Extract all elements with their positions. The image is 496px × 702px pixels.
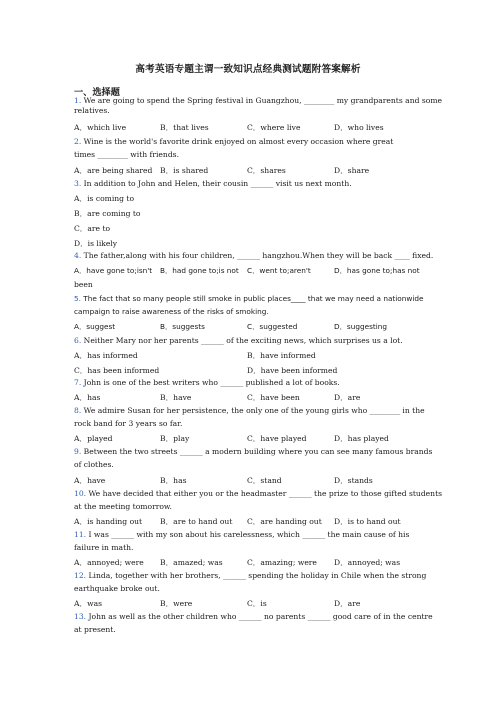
question-number: 6. xyxy=(74,336,82,345)
question-number: 13. xyxy=(74,612,87,621)
question-text-cont: times ________ with friends. xyxy=(74,150,179,159)
question-number: 3. xyxy=(74,179,82,188)
question-4 xyxy=(74,251,433,261)
option-b: B．play xyxy=(160,434,190,443)
option-b: B．suggests xyxy=(160,322,205,331)
question-8 xyxy=(74,406,425,416)
question-number: 9. xyxy=(74,447,82,456)
question-text-cont: failure in math. xyxy=(74,543,134,552)
option-d: D．stands xyxy=(334,476,373,485)
option-d: D．share xyxy=(334,166,370,175)
question-text: We are going to spend the Spring festival in Guangzhou, ________ my grandparents and some xyxy=(83,96,443,105)
option-a: A．was xyxy=(74,599,103,608)
option-a: A．has xyxy=(74,393,101,402)
question-number: 1. xyxy=(74,96,82,105)
question-5 xyxy=(74,294,424,304)
option-b: B．were xyxy=(160,599,193,608)
option-b: B．are to hand out xyxy=(160,517,233,526)
question-3 xyxy=(74,179,352,189)
question-6 xyxy=(74,336,403,346)
option-b: B．had gone to;is not xyxy=(160,266,239,275)
option-a: A．have xyxy=(74,476,106,485)
option-b: B．have informed xyxy=(247,351,316,360)
document-title: 高考英语专题主谓一致知识点经典测试题附答案解析 xyxy=(135,64,361,75)
option-d: D．has played xyxy=(334,434,389,443)
question-number: 8. xyxy=(74,406,82,415)
question-number: 10. xyxy=(74,489,87,498)
option-b: B．is shared xyxy=(160,166,209,175)
option-c: C．have played xyxy=(247,434,307,443)
option-a: A．which live xyxy=(74,123,127,132)
option-d: D．suggesting xyxy=(334,322,388,331)
option-b: B．that lives xyxy=(160,123,209,132)
option-d-cont: been xyxy=(74,280,93,289)
option-b: B．has xyxy=(160,476,187,485)
question-text-cont: earthquake broke out. xyxy=(74,584,160,593)
question-2 xyxy=(74,137,393,147)
question-10 xyxy=(74,489,442,499)
question-text: We admire Susan for her persistence, the only one of the young girls who ________ in the xyxy=(83,406,425,415)
option-c: C．have been xyxy=(247,393,300,402)
question-number: 2. xyxy=(74,137,82,146)
option-d: D．annoyed; was xyxy=(334,558,401,567)
option-d: D．are xyxy=(334,599,361,608)
option-a: A．has informed xyxy=(74,351,138,360)
option-c: C．shares xyxy=(247,166,286,175)
question-text-cont: at present. xyxy=(74,625,116,634)
question-text: We have decided that either you or the headmaster ______ the prize to those gifted students xyxy=(88,489,443,498)
section-heading: 一、选择题 xyxy=(74,87,120,98)
option-a: A．have gone to;isn't xyxy=(74,266,153,275)
question-text: The fact that so many people still smoke in public places____ that we may need a nationwide xyxy=(83,294,424,303)
option-c: C．are handing out xyxy=(247,517,322,526)
question-13 xyxy=(74,612,433,622)
question-text: Neither Mary nor her parents ______ of the exciting news, which surprises us a lot. xyxy=(83,336,403,345)
question-text-cont: campaign to raise awareness of the risks of smoking. xyxy=(74,307,269,316)
question-text: Wine is the world's favorite drink enjoyed on almost every occasion where great xyxy=(83,137,394,146)
question-text: In addition to John and Helen, their cousin ______ visit us next month. xyxy=(83,179,352,188)
question-text: Linda, together with her brothers, ______ spending the holiday in Chile when the strong xyxy=(88,571,427,580)
option-d: D．is likely xyxy=(74,239,118,248)
option-a: A．are being shared xyxy=(74,166,153,175)
question-text: John is one of the best writers who ______ published a lot of books. xyxy=(83,378,340,387)
question-text: The father,along with his four children, ______ hangzhou.When they will be back ____ fixed. xyxy=(83,251,434,260)
option-c: C．stand xyxy=(247,476,282,485)
option-a: A．played xyxy=(74,434,113,443)
option-c: C．are to xyxy=(74,224,111,233)
option-b: B．have xyxy=(160,393,192,402)
option-a: A．suggest xyxy=(74,322,116,331)
option-c: C．has been informed xyxy=(74,366,160,375)
option-a: A．is coming to xyxy=(74,194,135,203)
option-d: D．has gone to;has not xyxy=(334,266,420,275)
question-11 xyxy=(74,530,409,540)
question-number: 11. xyxy=(74,530,87,539)
question-1 xyxy=(74,96,442,106)
question-text-cont: at the meeting tomorrow. xyxy=(74,502,172,511)
option-d: D．have been informed xyxy=(247,366,338,375)
option-d: D．who lives xyxy=(334,123,384,132)
question-text: I was ______ with my son about his carelessness, which ______ the main cause of his xyxy=(88,530,410,539)
option-b: B．amazed; was xyxy=(160,558,223,567)
question-9 xyxy=(74,447,432,457)
question-number: 12. xyxy=(74,571,87,580)
option-c: C．went to;aren't xyxy=(247,266,311,275)
option-a: A．is handing out xyxy=(74,517,143,526)
option-c: C．suggested xyxy=(247,322,298,331)
option-c: C．where live xyxy=(247,123,301,132)
option-d: D．is to hand out xyxy=(334,517,401,526)
question-number: 7. xyxy=(74,378,82,387)
option-c: C．is xyxy=(247,599,267,608)
question-text-cont: of clothes. xyxy=(74,460,114,469)
question-number: 5. xyxy=(74,294,81,303)
question-7 xyxy=(74,378,340,388)
option-a: A．annoyed; were xyxy=(74,558,144,567)
question-text-cont: relatives. xyxy=(74,106,110,115)
question-text: John as well as the other children who ______ no parents ______ good care of in the centre xyxy=(88,612,433,621)
question-number: 4. xyxy=(74,251,82,260)
question-text: Between the two streets ______ a modern building where you can see many famous brands xyxy=(83,447,433,456)
option-c: C．amazing; were xyxy=(247,558,317,567)
question-12 xyxy=(74,571,426,581)
question-text-cont: rock band for 3 years so far. xyxy=(74,419,183,428)
option-b: B．are coming to xyxy=(74,209,141,218)
option-d: D．are xyxy=(334,393,361,402)
